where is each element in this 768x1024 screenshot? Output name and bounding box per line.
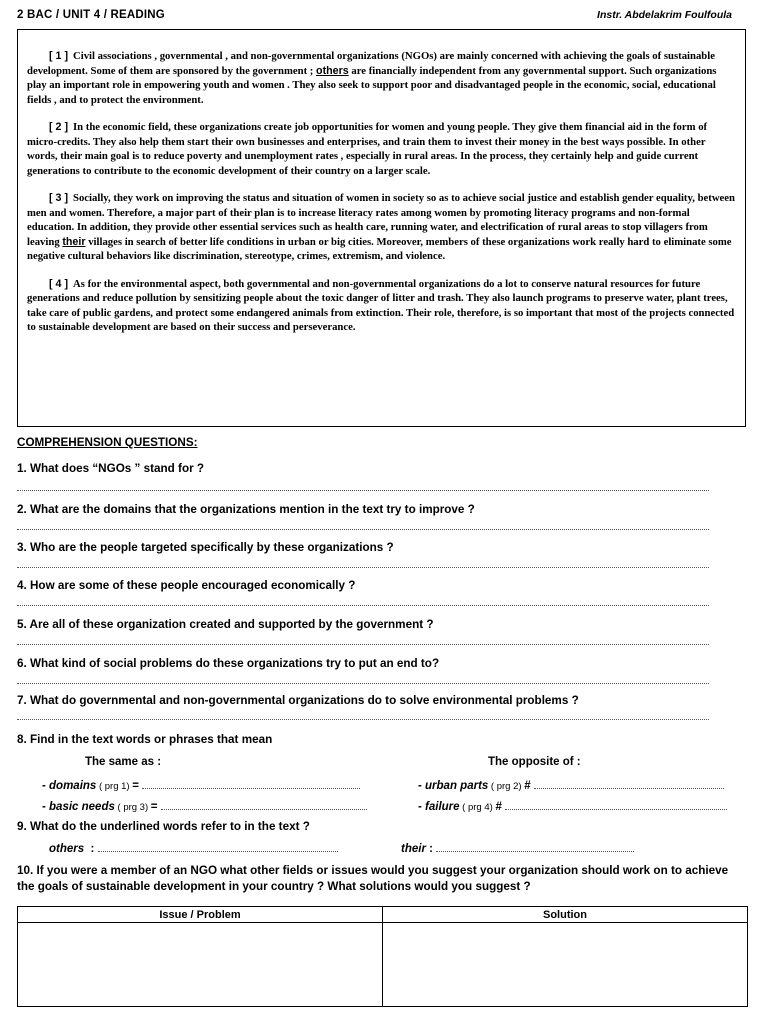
answer-line-basic-needs[interactable] [161, 800, 367, 810]
same-as-heading: The same as : [85, 756, 162, 768]
table-header-row [18, 907, 748, 923]
underlined-word-others: others [316, 64, 349, 77]
answer-line-2[interactable] [17, 529, 709, 530]
answer-line-3[interactable] [17, 567, 709, 568]
reading-text-box [17, 29, 746, 427]
question-6: 6. What kind of social problems do these organizations try to put an end to? [17, 657, 440, 670]
paragraph-text: are financially independent from any governmental support. Such organizations play an important role in empowering youth and women . They also seek to support poor and disadvantaged people in the economic, social, educational fields , and to protect the environment. [27, 64, 717, 106]
paragraph-text: As for the environmental aspect, both governmental and non-governmental organizations do a lot to conserve natural resources for future generations and reduce pollution by sensitizing people about the toxic danger of litter and trash. They also launch programs to preserve water, plant trees, take care of public gardens, and protect some endangered animals from extinction. Their role, therefore, is so important that most of the projects connected to sustainable development are based on their success and perseverance. [27, 277, 735, 334]
question-7: 7. What do governmental and non-governmental organizations do to solve environmental problems ? [17, 694, 579, 707]
header-instructor: Instr. Abdelakrim Foulfoula [597, 9, 732, 21]
paragraph-number: [ 2 ] [49, 120, 69, 133]
underlined-word-their: their [62, 235, 86, 248]
paragraph-number: [ 1 ] [49, 50, 69, 62]
paragraph-3 [27, 191, 737, 264]
opposite-of-heading: The opposite of : [488, 756, 581, 768]
paragraph-2 [27, 120, 737, 178]
question-5: 5. Are all of these organization created and supported by the government ? [17, 618, 434, 631]
answer-line-failure[interactable] [505, 800, 727, 810]
paragraph-1 [27, 49, 737, 107]
answer-line-domains[interactable] [142, 779, 360, 789]
question-1: 1. What does “NGOs ” stand for ? [17, 462, 205, 475]
question-3: 3. Who are the people targeted specifically by these organizations ? [17, 541, 394, 554]
question-4: 4. How are some of these people encouraged economically ? [17, 579, 356, 592]
answer-line-7[interactable] [17, 719, 709, 720]
solution-cell[interactable] [383, 923, 748, 1007]
paragraph-number: [ 4 ] [49, 277, 69, 290]
q8-item-urban-parts: - urban parts ( prg 2) # [418, 779, 724, 792]
q9-item-others: others : [49, 842, 338, 855]
paragraph-number: [ 3 ] [49, 191, 69, 204]
answer-line-others[interactable] [98, 842, 338, 852]
table-row [18, 923, 748, 1007]
paragraph-text: Socially, they work on improving the status and situation of women in society so as to achieve social justice and establish gender equality, between men and women. Therefore, a major part of their plan is to increase literacy rates among women by promoting literacy programs and non-formal education. In addition, they provide other essential services such as health care, running water, and electrification of rural areas to stop villagers from leaving [27, 191, 735, 248]
question-8: 8. Find in the text words or phrases that mean [17, 733, 273, 746]
answer-line-their[interactable] [436, 842, 634, 852]
answer-line-6[interactable] [17, 683, 709, 684]
paragraph-text: In the economic field, these organizations create job opportunities for women and young people. They give them financial aid in the form of micro-credits. They also help them start their own businesses and enterprises, and train them to invest their money in the best ways possible. In other words, their main goal is to reduce poverty and unemployment rates , especially in rural areas. In the process, they certainly help and guide current generations to contribute to the economic development of their country on a larger scale. [27, 120, 708, 177]
issue-solution-table [17, 906, 748, 1007]
paragraph-4 [27, 277, 737, 335]
paragraph-text: Civil associations , governmental , and non-governmental organizations (NGOs) are mainly concerned with achieving the goals of sustainable development. Some of them are sponsored by the government ; [27, 50, 715, 77]
q8-item-basic-needs: - basic needs ( prg 3) = [42, 800, 367, 813]
table-header-issue: Issue / Problem [18, 907, 383, 923]
answer-line-5[interactable] [17, 644, 709, 645]
question-9: 9. What do the underlined words refer to in the text ? [17, 820, 310, 833]
paragraph-text: villages in search of better life conditions in urban or big cities. Moreover, members of these organizations work really hard to eliminate some negative cultural behaviors like discrimination, stereotype, crimes, extremism, and violence. [27, 235, 732, 263]
answer-line-4[interactable] [17, 605, 709, 606]
q8-item-domains: - domains ( prg 1) = [42, 779, 360, 792]
header-unit-label: 2 BAC / UNIT 4 / READING [17, 9, 165, 21]
answer-line-urban-parts[interactable] [534, 779, 724, 789]
answer-line-1[interactable] [17, 490, 709, 491]
table-header-solution: Solution [383, 907, 748, 923]
question-10: 10. If you were a member of an NGO what other fields or issues would you suggest your organization should work on to achieve the goals of sustainable development in your country ? What solutions would you suggest ? [17, 864, 729, 893]
comprehension-title: COMPREHENSION QUESTIONS: [17, 436, 198, 449]
q8-item-failure: - failure ( prg 4) # [418, 800, 727, 813]
issue-cell[interactable] [18, 923, 383, 1007]
q9-item-their: their : [401, 842, 634, 855]
question-2: 2. What are the domains that the organizations mention in the text try to improve ? [17, 503, 475, 516]
